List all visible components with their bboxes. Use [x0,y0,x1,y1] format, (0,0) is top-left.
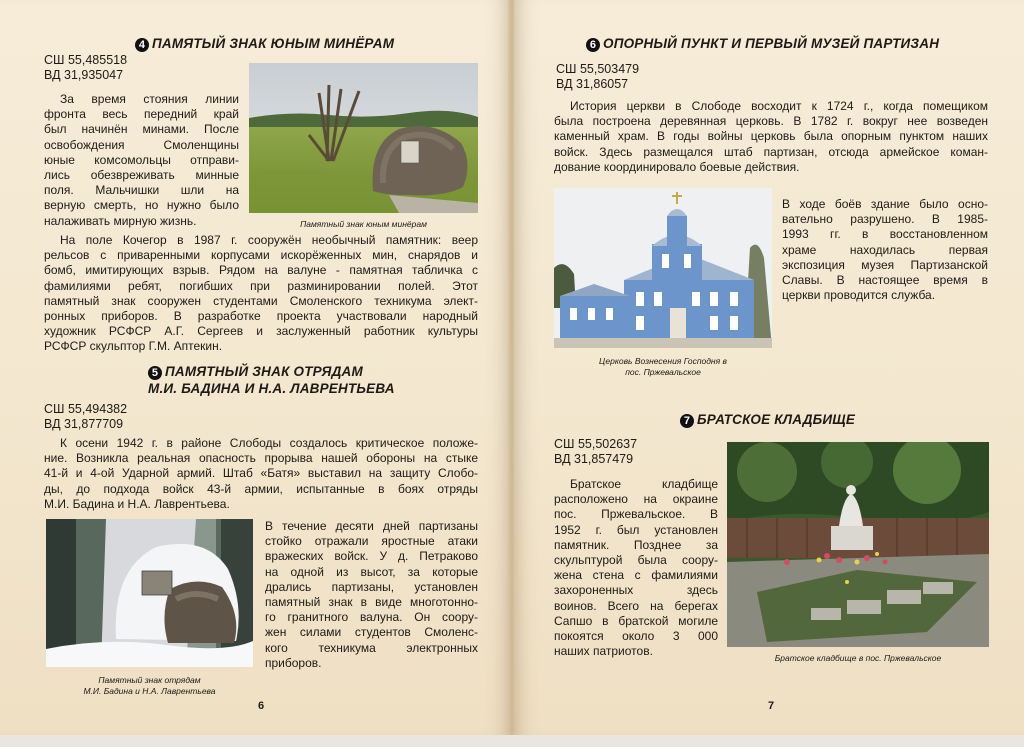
text-line: фамилиями ребят, погибших при разминировании полей. Этот [44,278,478,293]
text-line: фронта весь передний край [44,107,239,122]
text-line: Сапшо в братской могиле [554,613,718,628]
text-line: освобождения Смоленщины [44,137,239,152]
left-page [0,0,510,735]
text-line: На поле Кочегор в 1987 г. сооружён необычный памятник: веер [60,233,478,247]
section-6-coord-e: ВД 31,86057 [556,77,629,91]
photo-caption-church-line-2: пос. Пржевальское [625,367,701,377]
text-line: жен силами студентов Смоленс- [265,625,478,640]
section-7-title: БРАТСКОЕ КЛАДБИЩЕ [697,412,856,427]
section-5-title-line-2: М.И. БАДИНА И Н.А. ЛАВРЕНТЬЕВА [148,381,395,396]
text-line: поля. Мальчишки шли на [44,183,239,198]
text-line: К осени 1942 г. в районе Слободы создалось критическое положе- [60,436,478,450]
section-4-title: ПАМЯТЫЙ ЗНАК ЮНЫМ МИНЁРАМ [152,36,395,51]
text-line: наших патриотов. [554,644,653,659]
text-line: Славы. В настоящее время в [782,273,988,288]
section-6-paragraph-2 [782,197,988,303]
section-6-heading [586,36,939,52]
text-line: ронных приборов. В разработке проекта участвовали народный [44,309,478,324]
photo-young-sappers-memorial [249,63,478,213]
page-number-left: 6 [258,700,265,712]
text-line: В ходе боёв здание было осно- [782,197,988,211]
photo-caption-partisan-line-2: М.И. Бадина и Н.А. Лаврентьева [83,686,216,696]
text-line: За время стояния линии [60,92,239,106]
text-line: верную смерть, но нужно было [44,198,239,213]
section-4-paragraph-1 [44,92,239,229]
section-5-coord-e: ВД 31,877709 [44,417,124,431]
section-5-paragraph-2 [265,519,478,671]
text-line: налаживать мирную жизнь. [44,213,197,228]
text-line: М.И. Бадина и Н.А. Лаврентьева. [44,496,230,511]
text-line: го гранитного валуна. Он соору- [265,610,478,625]
right-page [514,0,1024,735]
text-line: был начинён минами. После [44,122,239,137]
page-number-right: 7 [768,700,775,712]
section-7-heading [680,412,855,428]
photo-caption-church-line-1: Церковь Вознесения Господня в [599,356,727,366]
section-6-number: 6 [586,38,600,52]
scan-bottom-edge [0,735,1024,747]
section-4-coord-e: ВД 31,935047 [44,68,124,82]
text-line: покоятся около 3 000 [554,629,718,644]
text-line: церкви проводится служба. [782,288,936,303]
photo-partisan-detachments-memorial [46,519,253,667]
text-line: стойко отражали яростные атаки [265,534,478,549]
text-line: бомб, имитирующих взрыв. Рядом на валуне - памятная табличка с [44,263,478,278]
section-6-paragraph-1 [554,99,988,175]
text-line: кого техникума электронных [265,640,478,655]
text-line: каменный храм. В годы войны церковь была опорным пунктом наших [554,129,988,144]
photo-mass-grave [727,442,989,647]
text-line: приборов. [265,655,322,670]
text-line: лись обезвреживать минные [44,168,239,183]
section-4-heading [135,36,394,52]
text-line: скульптурой была соору- [554,553,718,568]
text-line: дрались партизаны, установлен [265,579,478,594]
section-5-coord-n: СШ 55,494382 [44,402,128,416]
text-line: памятный знак сооружен студентами Смоленского техникума элект- [44,293,478,308]
section-4-paragraph-2 [44,233,478,355]
section-5-number: 5 [148,366,162,380]
text-line: В течение десяти дней партизаны [265,519,478,533]
text-line: 1952 г. был установлен [554,522,718,537]
section-6-title: ОПОРНЫЙ ПУНКТ И ПЕРВЫЙ МУЗЕЙ ПАРТИЗАН [603,36,940,51]
section-7-paragraph [554,477,718,659]
photo-caption-mass-grave: Братское кладбище в пос. Пржевальское [774,653,942,663]
text-line: дование координировало боевые действия. [554,159,800,174]
section-7-coord-n: СШ 55,502637 [554,437,638,451]
section-4-coord-n: СШ 55,485518 [44,53,128,67]
text-line: 41-й и 4-ой Ударной армий. Штаб «Батя» выставил на защиту Слобо- [44,466,478,481]
text-line: ды, до подхода войск 43-й армии, испытанные в боях отряды [44,481,478,496]
text-line: расположено на окраине [554,492,718,507]
text-line: вательно разрушено. В 1985- [782,212,988,227]
section-5-heading-line-1 [148,364,363,380]
text-line: История церкви в Слободе восходит к 1724 г., когда помещиком [570,99,988,113]
photo-church-of-ascension [554,188,772,348]
text-line: войск. Здесь размещался штаб партизан, отсюда армейское коман- [554,144,988,159]
section-7-number: 7 [680,414,694,428]
photo-caption-partisan-line-1: Памятный знак отрядам [98,675,201,685]
text-line: Братское кладбище [570,477,718,491]
text-line: памятник. Позднее за [554,537,718,552]
section-7-coord-e: ВД 31,857479 [554,452,634,466]
text-line: храме находилась первая [782,242,988,257]
text-line: жена стена с фамилиями [554,568,718,583]
photo-caption-young-sappers: Памятный знак юным минёрам [300,219,427,229]
section-4-number: 4 [135,38,149,52]
text-line: захороненных здесь [554,583,718,598]
text-line: 1993 гг. в восстановленном [782,227,988,242]
section-5-title-line-1: ПАМЯТНЫЙ ЗНАК ОТРЯДАМ [165,364,363,379]
text-line: памятный знак в виде многотонно- [265,595,478,610]
text-line: на одной из высот, за которые [265,564,478,579]
text-line: воинов. Всего на берегах [554,598,718,613]
text-line: пос. Пржевальское. В [554,507,718,522]
text-line: была построена деревянная церковь. В 1782 г. вокруг нее возведен [554,114,988,129]
text-line: ние. Возникла реальная опасность прорыва нашей обороны на стыке [44,451,478,466]
text-line: рельсов с приваренными корпусами искорёженных мин, снарядов и [44,248,478,263]
text-line: вражеских войск. У д. Петраково [265,549,478,564]
text-line: РСФСР скульптор Г.М. Аптекин. [44,339,223,354]
text-line: художник РСФСР А.Г. Сергеев и заслуженный работник культуры [44,324,478,339]
text-line: юные комсомольцы отправи- [44,152,239,167]
text-line: экспозиция музея Партизанской [782,257,988,272]
section-5-paragraph-1 [44,436,478,512]
section-6-coord-n: СШ 55,503479 [556,62,640,76]
